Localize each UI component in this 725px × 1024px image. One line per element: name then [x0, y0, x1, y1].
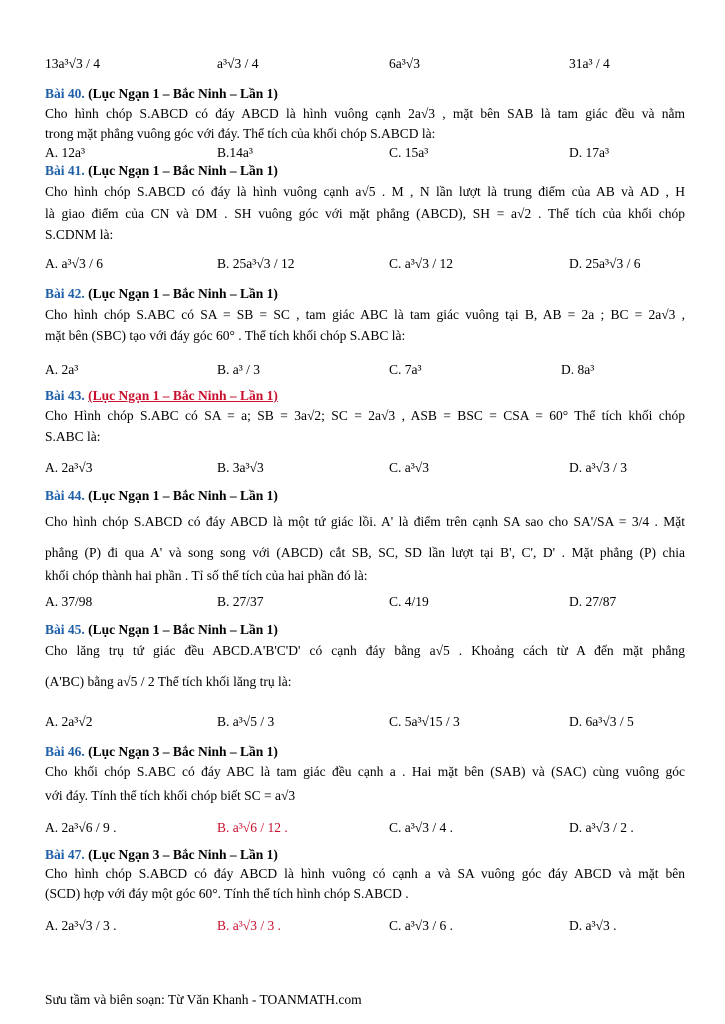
- problem-40-header: Bài 40. (Lục Ngạn 1 – Bắc Ninh – Lần 1): [45, 86, 278, 101]
- option-c: 6a³√3: [389, 56, 420, 71]
- problem-43-options: [45, 448, 685, 488]
- option-a: A. 2a³√3: [45, 460, 93, 475]
- problem-47-options: [45, 906, 685, 946]
- option-d: D. a³√3 / 3: [569, 460, 627, 475]
- option-b-answer: B. a³√3 / 3 .: [217, 918, 281, 933]
- option-c: C. a³√3 / 12: [389, 256, 453, 271]
- option-a: A. 2a³: [45, 362, 79, 377]
- problem-47-header: Bài 47. (Lục Ngạn 3 – Bắc Ninh – Lần 1): [45, 847, 278, 862]
- problem-44-text-2: phẳng (P) đi qua A' và song song với (ABCD) cắt SB, SC, SD lần lượt tại B', C', D' . Mặt phẳng (P) chia: [45, 545, 685, 560]
- problem-47-text-2: (SCD) hợp với đáy một góc 60°. Tính thể tích hình chóp S.ABCD .: [45, 886, 409, 901]
- problem-41-text-3: S.CDNM là:: [45, 227, 114, 242]
- problem-47-text-1: Cho hình chóp S.ABCD có đáy ABCD là hình vuông có cạnh a và SA vuông góc đáy ABCD và mặt bên: [45, 866, 685, 881]
- option-a: A. 2a³√2: [45, 714, 93, 729]
- problem-40-text-2: trong mặt phẳng vuông góc với đáy. Thể tích của khối chóp S.ABCD là:: [45, 126, 436, 141]
- option-c: C. 15a³: [389, 145, 429, 160]
- problem-42-text-1: Cho hình chóp S.ABC có SA = SB = SC , tam giác ABC là tam giác vuông tại B, AB = 2a ; BC = 2a√3 ,: [45, 307, 685, 322]
- option-b-answer: B. a³√6 / 12 .: [217, 820, 288, 835]
- option-c: C. a³√3: [389, 460, 429, 475]
- problem-45-header: Bài 45. (Lục Ngạn 1 – Bắc Ninh – Lần 1): [45, 622, 278, 637]
- option-d: D. 17a³: [569, 145, 610, 160]
- problem-40-options: [45, 143, 685, 163]
- option-d: D. 6a³√3 / 5: [569, 714, 634, 729]
- option-a: A. 2a³√3 / 3 .: [45, 918, 117, 933]
- problem-41-options: [45, 244, 685, 284]
- option-c: C. 7a³: [389, 362, 422, 377]
- problem-43-header: Bài 43. (Lục Ngạn 1 – Bắc Ninh – Lần 1): [45, 388, 278, 403]
- problem-46-text-1: Cho khối chóp S.ABC có đáy ABC là tam giác đều cạnh a . Hai mặt bên (SAB) và (SAC) cùng vuông góc: [45, 764, 685, 779]
- problem-46-header: Bài 46. (Lục Ngạn 3 – Bắc Ninh – Lần 1): [45, 744, 278, 759]
- option-a: A. a³√3 / 6: [45, 256, 103, 271]
- problem-45-options: [45, 702, 685, 742]
- problem-44-text-3: khối chóp thành hai phần . Tỉ số thể tích của hai phần đó là:: [45, 568, 368, 583]
- option-a: A. 2a³√6 / 9 .: [45, 820, 117, 835]
- option-c: C. 4/19: [389, 594, 429, 609]
- option-a: A. 37/98: [45, 594, 93, 609]
- option-b: B. a³ / 3: [217, 362, 261, 377]
- option-b: B. a³√5 / 3: [217, 714, 275, 729]
- problem-42-options: [45, 350, 685, 390]
- option-a: A. 12a³: [45, 145, 86, 160]
- problem-45-text-2: (A'BC) bằng a√5 / 2 Thể tích khối lăng trụ là:: [45, 674, 292, 689]
- option-d: D. a³√3 .: [569, 918, 617, 933]
- problem-43-text-1: Cho Hình chóp S.ABC có SA = a; SB = 3a√2; SC = 2a√3 , ASB = BSC = CSA = 60° Thể tích khối chóp: [45, 408, 685, 423]
- problem-46-text-2: với đáy. Tính thể tích khối chóp biết SC = a√3: [45, 788, 296, 803]
- option-c: C. a³√3 / 4 .: [389, 820, 453, 835]
- option-a: 13a³√3 / 4: [45, 56, 100, 71]
- problem-42-text-2: mặt bên (SBC) tạo với đáy góc 60° . Thể tích khối chóp S.ABC là:: [45, 328, 406, 343]
- option-b: B. 3a³√3: [217, 460, 264, 475]
- problem-45-text-1: Cho lăng trụ tứ giác đều ABCD.A'B'C'D' có cạnh đáy bằng a√5 . Khoảng cách từ A đến mặt phẳng: [45, 643, 685, 658]
- problem-46-options: [45, 808, 685, 848]
- option-d: D. a³√3 / 2 .: [569, 820, 634, 835]
- problem-42-header: Bài 42. (Lục Ngạn 1 – Bắc Ninh – Lần 1): [45, 286, 278, 301]
- problem-41-text-1: Cho hình chóp S.ABCD có đáy là hình vuông cạnh a√5 . M , N lần lượt là trung điểm của AB và AD , H: [45, 184, 685, 199]
- problem-44-text-1: Cho hình chóp S.ABCD có đáy ABCD là một tứ giác lồi. A' là điểm trên cạnh SA sao cho SA'/SA = 3/4 . Mặt: [45, 514, 685, 529]
- option-d: 31a³ / 4: [569, 56, 610, 71]
- page-footer: Sưu tầm và biên soạn: Từ Văn Khanh - TOANMATH.com: [45, 992, 362, 1007]
- options-previous: [45, 44, 685, 84]
- option-c: C. 5a³√15 / 3: [389, 714, 460, 729]
- option-c: C. a³√3 / 6 .: [389, 918, 453, 933]
- option-d: D. 27/87: [569, 594, 617, 609]
- problem-40-text-1: Cho hình chóp S.ABCD có đáy ABCD là hình vuông cạnh 2a√3 , mặt bên SAB là tam giác đều và nằm: [45, 106, 685, 121]
- problem-41-text-2: là giao điểm của CN và DM . SH vuông góc với mặt phẳng (ABCD), SH = a√2 . Thể tích của khối chóp: [45, 206, 685, 221]
- option-b: B.14a³: [217, 145, 253, 160]
- option-d: D. 25a³√3 / 6: [569, 256, 641, 271]
- problem-41-header: Bài 41. (Lục Ngạn 1 – Bắc Ninh – Lần 1): [45, 163, 278, 178]
- problem-44-options: [45, 582, 685, 622]
- option-d: D. 8a³: [561, 362, 595, 377]
- option-b: B. 27/37: [217, 594, 264, 609]
- problem-43-text-2: S.ABC là:: [45, 429, 101, 444]
- option-b: a³√3 / 4: [217, 56, 259, 71]
- option-b: B. 25a³√3 / 12: [217, 256, 295, 271]
- problem-44-header: Bài 44. (Lục Ngạn 1 – Bắc Ninh – Lần 1): [45, 488, 278, 503]
